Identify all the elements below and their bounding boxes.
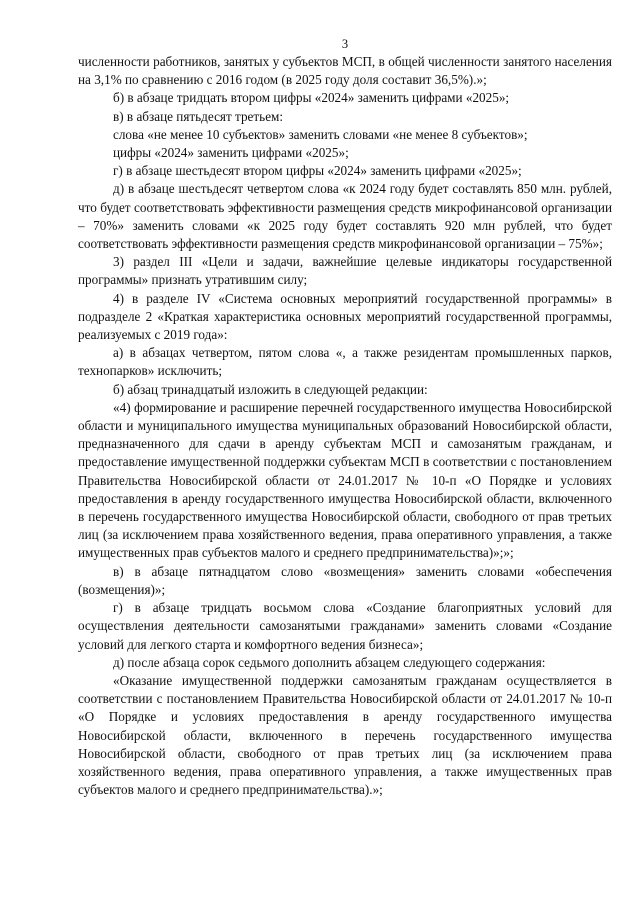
- page-number: 3: [341, 37, 349, 51]
- paragraph: численности работников, занятых у субъектов МСП, в общей численности занятого населения на 3,1% по сравнению с 2016 годом (в 2025 году доля составит 36,5%).»;: [78, 54, 612, 88]
- paragraph: «Оказание имущественной поддержки самозанятым гражданам осуществляется в соответствии с постановлением Правительства Новосибирской области от 24.01.2017 № 10-п «О Порядке и условиях предоставления в аренду государственного имущества Новосибирской области, включенного в перечень государственного имущества Новосибирской области, свободного от прав третьих лиц (за исключением права хозяйственного ведения, права оперативного управления, а также имущественных прав субъектов малого и среднего предпринимательства).»;: [78, 672, 612, 798]
- paragraph: г) в абзаце шестьдесят втором цифры «2024» заменить цифрами «2025»;: [113, 163, 522, 179]
- paragraph: в) в абзаце пятьдесят третьем:: [113, 108, 284, 124]
- paragraph: б) в абзаце тридцать втором цифры «2024» заменить цифрами «2025»;: [113, 90, 510, 106]
- paragraph: в) в абзаце пятнадцатом слово «возмещения» заменить словами «обеспечения (возмещения)»;: [78, 563, 612, 597]
- paragraph: слова «не менее 10 субъектов» заменить словами «не менее 8 субъектов»;: [113, 126, 528, 142]
- paragraph: 3) раздел III «Цели и задачи, важнейшие целевые индикаторы государственной программы» признать утратившим силу;: [78, 254, 612, 288]
- document-body: [78, 53, 612, 799]
- paragraph: г) в абзаце тридцать восьмом слова «Создание благоприятных условий для осуществления деятельности самозанятыми гражданами» заменить словами «Создание условий для легкого старта и комфортного ведения бизнеса»;: [78, 600, 612, 652]
- paragraph: д) после абзаца сорок седьмого дополнить абзацем следующего содержания:: [113, 654, 546, 670]
- paragraph: а) в абзацах четвертом, пятом слова «, а также резидентам промышленных парков, технопарков» исключить;: [78, 345, 612, 379]
- paragraph: цифры «2024» заменить цифрами «2025»;: [113, 145, 349, 161]
- paragraph: б) абзац тринадцатый изложить в следующей редакции:: [113, 381, 428, 397]
- paragraph: «4) формирование и расширение перечней государственного имущества Новосибирской области и муниципального имущества муниципальных образований Новосибирской области, предназначенного для сдачи в аренду субъектам МСП и самозанятым гражданам, и предоставление имущественной поддержки субъектам МСП в соответствии с постановлением Правительства Новосибирской области от 24.01.2017 № 10-п «О Порядке и условиях предоставления в аренду государственного имущества Новосибирской области, включенного в перечень государственного имущества Новосибирской области, свободного от прав третьих лиц (за исключением права хозяйственного ведения, права оперативного управления, а также имущественных прав субъектов малого и среднего предпринимательства)»;»;: [78, 399, 612, 561]
- paragraph: 4) в разделе IV «Система основных мероприятий государственной программы» в подразделе 2 «Краткая характеристика основных мероприятий государственной программы, реализуемых с 2019 года»:: [78, 290, 612, 343]
- paragraph: д) в абзаце шестьдесят четвертом слова «к 2024 году будет составлять 850 млн. рублей, что будет соответствовать эффективности размещения средств микрофинансовой организации – 70%» заменить словами «к 2025 году будет составлять 920 млн рублей, что будет соответствовать эффективности размещения средств микрофинансовой организации – 75%»;: [78, 181, 612, 252]
